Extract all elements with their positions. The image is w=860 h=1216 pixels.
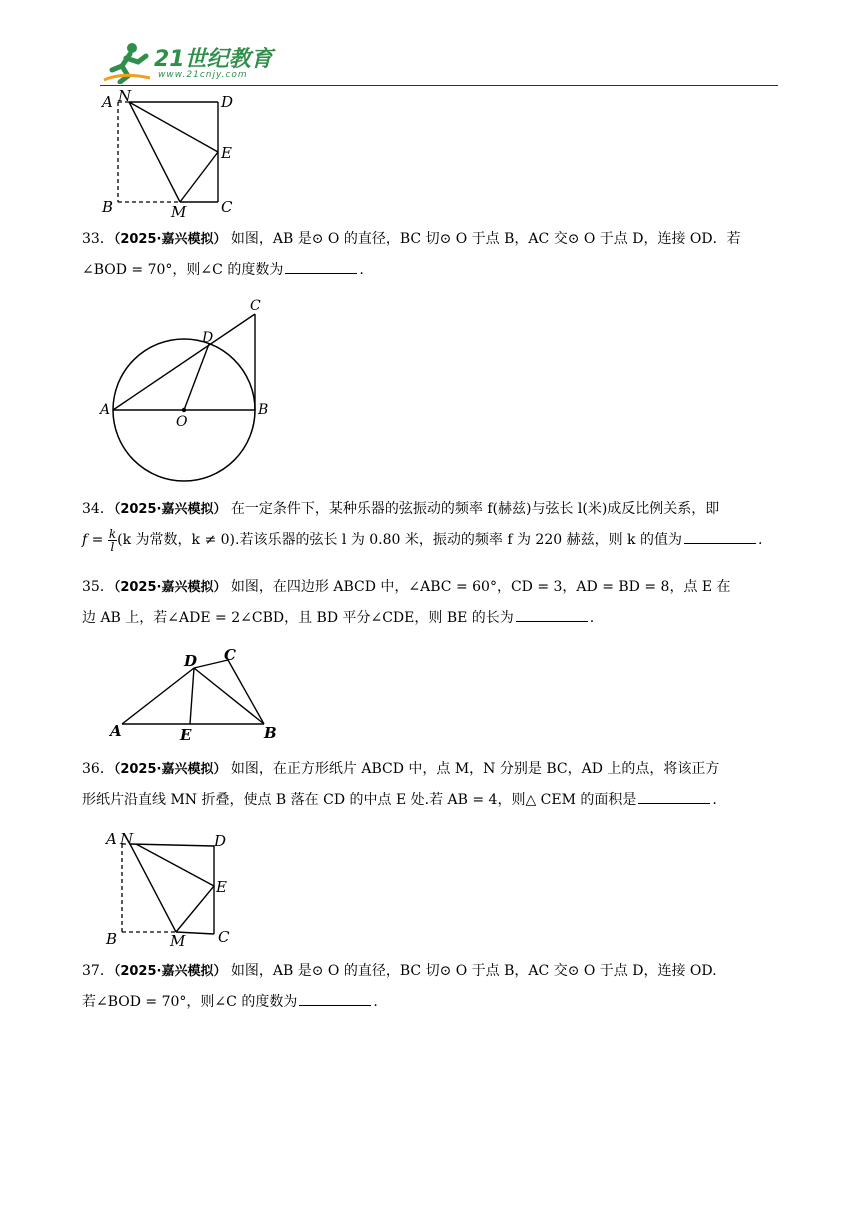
label-A: A bbox=[106, 830, 117, 848]
figure-circle-tangent-33 bbox=[96, 296, 286, 488]
q35-num: 35． bbox=[82, 579, 114, 595]
q37-line2: 若∠BOD = 70°，则∠C 的度数为 bbox=[82, 994, 298, 1010]
label-E: E bbox=[180, 726, 192, 744]
q37-period: . bbox=[373, 994, 378, 1010]
label-D: D bbox=[214, 832, 227, 850]
q36-period: . bbox=[712, 792, 717, 808]
q34-frac-denominator: l bbox=[110, 539, 115, 554]
figure-quadrilateral-35 bbox=[104, 644, 294, 744]
figure-square-fold-top bbox=[96, 88, 246, 220]
q33-line2: ∠BOD = 70°，则∠C 的度数为 bbox=[82, 262, 284, 278]
question-35 bbox=[82, 572, 782, 633]
q36-line1: 如图，在正方形纸片 ABCD 中，点 M，N 分别是 BC，AD 上的点，将该正方 bbox=[230, 761, 720, 777]
label-M: M bbox=[171, 203, 187, 220]
q33-answer-blank[interactable] bbox=[285, 259, 357, 274]
label-C: C bbox=[221, 198, 233, 216]
q34-answer-blank[interactable] bbox=[684, 529, 756, 544]
label-C: C bbox=[250, 298, 261, 314]
q33-line1: 如图，AB 是⊙ O 的直径，BC 切⊙ O 于点 B，AC 交⊙ O 于点 D，连接 OD．若 bbox=[230, 231, 741, 247]
label-A: A bbox=[102, 93, 113, 111]
q36-answer-blank[interactable] bbox=[638, 789, 710, 804]
header-rule bbox=[100, 85, 778, 86]
logo bbox=[102, 40, 282, 84]
label-A: A bbox=[100, 402, 111, 418]
label-N: N bbox=[120, 830, 134, 848]
q34-line2: (k 为常数，k ≠ 0).若该乐器的弦长 l 为 0.80 米，振动的频率 f 为 220 赫兹，则 k 的值为 bbox=[117, 532, 682, 548]
q35-answer-blank[interactable] bbox=[516, 607, 588, 622]
q37-answer-blank[interactable] bbox=[299, 991, 371, 1006]
q35-line1: 如图，在四边形 ABCD 中，∠ABC = 60°，CD = 3，AD = BD = 8，点 E 在 bbox=[230, 579, 731, 595]
q34-num: 34． bbox=[82, 501, 114, 517]
label-C: C bbox=[224, 646, 236, 664]
label-B: B bbox=[102, 198, 114, 216]
logo-url: www.21cnjy.com bbox=[158, 70, 248, 80]
q34-frac-numerator: k bbox=[108, 526, 117, 541]
question-34 bbox=[82, 494, 782, 555]
label-B: B bbox=[258, 402, 269, 418]
q35-period: . bbox=[589, 610, 595, 626]
q37-source: （2025·嘉兴模拟） bbox=[113, 964, 227, 979]
label-E: E bbox=[216, 878, 227, 896]
q34-f-eq: f = bbox=[82, 532, 104, 548]
label-E: E bbox=[221, 144, 232, 162]
q36-num: 36． bbox=[82, 761, 114, 777]
q35-source: （2025·嘉兴模拟） bbox=[113, 580, 227, 595]
label-D: D bbox=[221, 93, 234, 111]
page-header bbox=[100, 38, 778, 86]
question-36 bbox=[82, 754, 782, 815]
runner-logo-icon bbox=[102, 40, 152, 84]
label-M: M bbox=[170, 932, 186, 950]
label-N: N bbox=[118, 88, 132, 105]
q36-line2: 形纸片沿直线 MN 折叠，使点 B 落在 CD 的中点 E 处.若 AB = 4，则△ CEM 的面积是 bbox=[82, 792, 637, 808]
q34-fraction bbox=[108, 528, 117, 553]
q34-source: （2025·嘉兴模拟） bbox=[113, 502, 227, 517]
q36-source: （2025·嘉兴模拟） bbox=[113, 762, 227, 777]
q33-period: . bbox=[359, 262, 364, 278]
label-B: B bbox=[264, 724, 277, 742]
label-A: A bbox=[110, 722, 122, 740]
q34-period: . bbox=[757, 532, 763, 548]
q34-line1: 在一定条件下，某种乐器的弦振动的频率 f(赫兹)与弦长 l(米)成反比例关系，即 bbox=[230, 501, 720, 517]
label-D: D bbox=[184, 652, 198, 670]
label-B: B bbox=[106, 930, 118, 948]
q37-num: 37． bbox=[82, 963, 114, 979]
logo-text: 21世纪教育 bbox=[154, 47, 273, 72]
q35-line2: 边 AB 上，若∠ADE = 2∠CBD，且 BD 平分∠CDE，则 BE 的长为 bbox=[82, 610, 514, 626]
q33-source: （2025·嘉兴模拟） bbox=[113, 232, 227, 247]
q33-num: 33． bbox=[82, 231, 114, 247]
question-37 bbox=[82, 956, 782, 1017]
figure-square-fold-36 bbox=[100, 826, 250, 950]
label-O: O bbox=[176, 414, 188, 430]
question-33 bbox=[82, 224, 782, 285]
label-C: C bbox=[218, 928, 230, 946]
q37-line1: 如图，AB 是⊙ O 的直径，BC 切⊙ O 于点 B，AC 交⊙ O 于点 D，连接 OD. bbox=[230, 963, 717, 979]
label-D: D bbox=[202, 330, 214, 346]
